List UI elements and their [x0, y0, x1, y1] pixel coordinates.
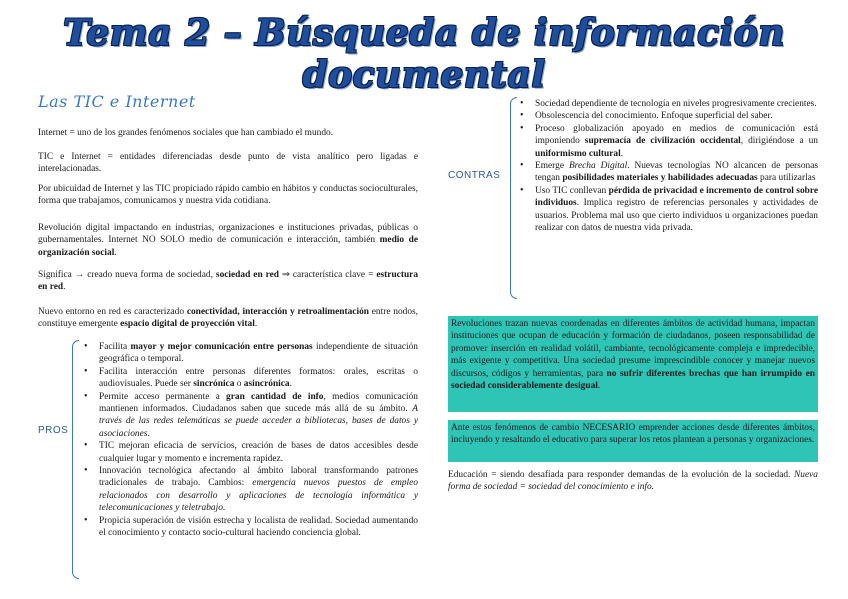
- list-item: • Uso TIC conllevan pérdida de privacidad e incremento de control sobre individuos. Implica registro de referencias personales y actividades de usuarios. Problema mal uso que cierto individuos u organizaciones puedan realizar con datos de nuestra vida privada.: [516, 185, 818, 235]
- pros-list: [80, 341, 418, 540]
- highlight-box-fenomenos: Ante estos fenómenos de cambio NECESARIO emprender acciones desde diferentes ámbitos, incluyendo y resaltando el educativo para superar los retos plantean a personas y organizaciones.: [448, 420, 818, 462]
- paragraph-educacion: Educación = siendo desafiada para responder demandas de la evolución de la sociedad. Nueva forma de sociedad = sociedad del conocimiento e info.: [448, 470, 818, 493]
- list-item: • TIC mejoran eficacia de servicios, creación de bases de datos accesibles desde cualquier lugar y momento e incrementa rapidez.: [80, 440, 418, 465]
- list-item: • Facilita mayor y mejor comunicación entre personas independiente de situación geográfica o temporal.: [80, 341, 418, 366]
- paragraph-tic: TIC e Internet = entidades diferenciadas desde punto de vista analítico pero ligadas e interelacionadas.: [38, 152, 418, 175]
- contras-list: [516, 98, 818, 234]
- highlight-box-revoluciones: Revoluciones trazan nuevas coordenadas en diferentes ámbitos de actividad humana, impactan instituciones que ocupan de educación y formación de ciudadanos, poseen responsabilidad de promover inserción en realidad volátil, cambiante, tecnológicamente compleja e impredecible, más exigente y competitiva. Una sociedad presume imprescindible conocer y manejar nuevos discursos, códigos y herramientas, para no sufrir diferentes brechas que han irrumpido en sociedad considerablemente desigual.: [448, 316, 818, 412]
- list-item: • Proceso globalización apoyado en medios de comunicación está imponiendo supremacía de civilización occidental, dirigiéndose a un uniformismo cultural.: [516, 123, 818, 160]
- list-item: • Obsolescencia del conocimiento. Enfoque superficial del saber.: [516, 110, 818, 122]
- list-item: • Permite acceso permanente a gran cantidad de info, medios comunicación mantienen informados. Ciudadanos saben que sucede más allá de su ámbito. A través de las redes telemáticas se puede acceder a bibliotecas, bases de datos y asociaciones.: [80, 391, 418, 441]
- section-subtitle: Las TIC e Internet: [38, 92, 196, 111]
- pros-label: PROS: [38, 425, 69, 436]
- list-item: • Propicia superación de visión estrecha y localista de realidad. Sociedad aumentando el conocimiento y contacto socio-cultural haciendo conciencia global.: [80, 515, 418, 540]
- paragraph-ubicuidad: Por ubicuidad de Internet y las TIC propiciado rápido cambio en hábitos y conductas socioculturales, forma que trabajamos, comunicamos y nuestra vida cotidiana.: [38, 184, 418, 207]
- paragraph-internet: Internet = uno de los grandes fenómenos sociales que han cambiado el mundo.: [38, 128, 334, 138]
- page-title: Tema 2 – Búsqueda de información documental: [63, 12, 785, 96]
- paragraph-significa: Significa → creado nueva forma de sociedad, sociedad en red ⇒ característica clave = estructura en red.: [38, 270, 419, 293]
- list-item: • Innovación tecnológica afectando al ámbito laboral transformando patrones tradicionales de trabajo. Cambios: emergencia nuevos puestos de empleo relacionados con desarrollo y aplicaciones de tecnología informática y telecomunicaciones y teletrabajo.: [80, 465, 418, 515]
- contras-label: CONTRAS: [448, 170, 501, 181]
- list-item: • Facilita interacción entre personas diferentes formatos: orales, escritas o audiovisuales. Puede ser sincrónica o asincrónica.: [80, 366, 418, 391]
- paragraph-revolucion: Revolución digital impactando en industrias, organizaciones e instituciones privadas, públicas o gubernamentales. Internet NO SOLO medio de comunicación e interacción, también medio de organización social.: [38, 223, 418, 258]
- paragraph-entorno: Nuevo entorno en red es caracterizado conectividad, interacción y retroalimentación entre nodos, constituye emergente espacio digital de proyección vital.: [38, 307, 418, 330]
- pros-brace: [72, 340, 79, 579]
- list-item: • Sociedad dependiente de tecnología en niveles progresivamente crecientes.: [516, 98, 818, 110]
- list-item: • Emerge Brecha Digital. Nuevas tecnologías NO alcancen de personas tengan posibilidades materiales y habilidades adecuadas para utilizarlas: [516, 160, 818, 185]
